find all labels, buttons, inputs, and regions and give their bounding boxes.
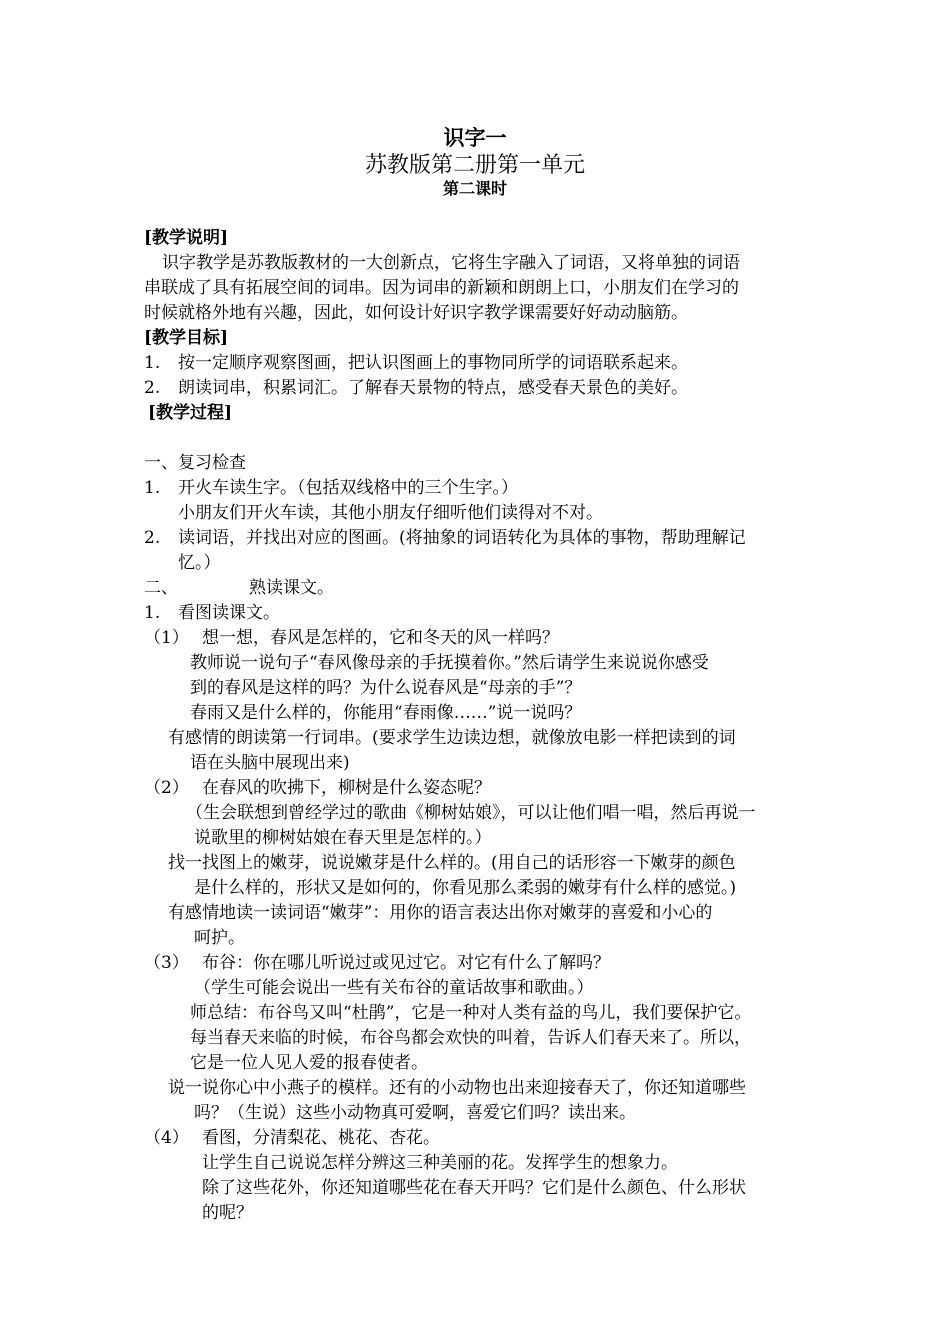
- sub-line: 的呢？: [202, 1203, 253, 1223]
- sub-number: （2）: [144, 778, 189, 798]
- description-line: 串联成了具有拓展空间的词串。因为词串的新颖和朗朗上口，小朋友们在学习的: [144, 278, 739, 298]
- goal-number: 1.: [144, 353, 161, 373]
- list-item: 看图读课文。: [178, 603, 280, 623]
- sub-line: 说歌里的柳树姑娘在春天里是怎样的。）: [194, 828, 492, 848]
- sub-number: （1）: [144, 628, 189, 648]
- sub-line: 吗？（生说）这些小动物真可爱啊，喜爱它们吗？读出来。: [194, 1103, 636, 1123]
- sub-number: （3）: [144, 953, 189, 973]
- list-item: 开火车读生字。（包括双线格中的三个生字。）: [178, 478, 518, 498]
- sub-line: 呵护。: [194, 928, 245, 948]
- sub-line: 是什么样的，形状又是如何的，你看见那么柔弱的嫩芽有什么样的感觉。): [194, 878, 737, 898]
- list-number: 1.: [144, 603, 161, 623]
- goal-text: 按一定顺序观察图画，把认识图画上的事物同所学的词语联系起来。: [178, 353, 688, 373]
- list-number: 2.: [144, 528, 161, 548]
- sub-line: 让学生自己说说怎样分辨这三种美丽的花。发挥学生的想象力。: [202, 1153, 678, 1173]
- sub-line: 语在头脑中展现出来): [190, 753, 350, 773]
- sub-line: 师总结：布谷鸟又叫“杜鹃”，它是一种对人类有益的鸟儿，我们要保护它。: [190, 1003, 752, 1023]
- sub-line: 教师说一说句子“春风像母亲的手抚摸着你。”然后请学生来说说你感受: [190, 653, 709, 673]
- sub-line: 除了这些花外，你还知道哪些花在春天开吗？它们是什么颜色、什么形状: [202, 1178, 746, 1198]
- sub-question: 想一想，春风是怎样的，它和冬天的风一样吗？: [202, 628, 559, 648]
- description-heading: [教学说明]: [144, 228, 229, 248]
- part2-title: 熟读课文。: [249, 578, 334, 598]
- sub-question: 看图，分清梨花、桃花、杏花。: [202, 1128, 440, 1148]
- sub-line: （学生可能会说出一些有关布谷的童话故事和歌曲。）: [194, 978, 594, 998]
- goal-number: 2.: [144, 378, 161, 398]
- sub-line: 它是一位人见人爱的报春使者。: [190, 1053, 428, 1073]
- process-heading: [教学过程]: [148, 403, 233, 423]
- lesson-label: 第二课时: [442, 179, 507, 198]
- document-subtitle: 苏教版第二册第一单元: [364, 153, 585, 178]
- sub-line: 到的春风是这样的吗？为什么说春风是“母亲的手”？: [190, 678, 582, 698]
- document-title: 识字一: [443, 125, 507, 150]
- sub-line: 有感情地读一读词语“嫩芽”：用你的语言表达出你对嫩芽的喜爱和小心的: [168, 903, 713, 923]
- sub-line: 每当春天来临的时候，布谷鸟都会欢快的叫着，告诉人们春天来了。所以，: [190, 1028, 751, 1048]
- sub-line: 春雨又是什么样的，你能用“春雨像……”说一说吗？: [190, 703, 582, 723]
- sub-question: 布谷：你在哪儿听说过或见过它。对它有什么了解吗？: [202, 953, 610, 973]
- part1-title: 一、复习检查: [144, 453, 246, 473]
- sub-line: 说一说你心中小燕子的模样。还有的小动物也出来迎接春天了，你还知道哪些: [168, 1078, 746, 1098]
- sub-number: （4）: [144, 1128, 189, 1148]
- sub-line: 有感情的朗读第一行词串。(要求学生边读边想，就像放电影一样把读到的词: [168, 728, 736, 748]
- goals-heading: [教学目标]: [144, 328, 229, 348]
- list-item: 小朋友们开火车读，其他小朋友仔细听他们读得对不对。: [178, 503, 603, 523]
- sub-line: 找一找图上的嫩芽，说说嫩芽是什么样的。(用自己的话形容一下嫩芽的颜色: [168, 853, 736, 873]
- sub-line: （生会联想到曾经学过的歌曲《柳树姑娘》，可以让他们唱一唱，然后再说一: [186, 803, 756, 823]
- list-item: 读词语，并找出对应的图画。(将抽象的词语转化为具体的事物，帮助理解记: [178, 528, 746, 548]
- part2-number: 二、: [144, 578, 178, 598]
- goal-text: 朗读词串，积累词汇。了解春天景物的特点，感受春天景色的美好。: [178, 378, 688, 398]
- sub-question: 在春风的吹拂下，柳树是什么姿态呢？: [202, 778, 491, 798]
- description-line: 识字教学是苏教版教材的一大创新点，它将生字融入了词语，又将单独的词语: [162, 253, 740, 273]
- description-line: 时候就格外地有兴趣，因此，如何设计好识字教学课需要好好动动脑筋。: [144, 303, 688, 323]
- list-number: 1.: [144, 478, 161, 498]
- list-item: 忆。）: [178, 553, 221, 573]
